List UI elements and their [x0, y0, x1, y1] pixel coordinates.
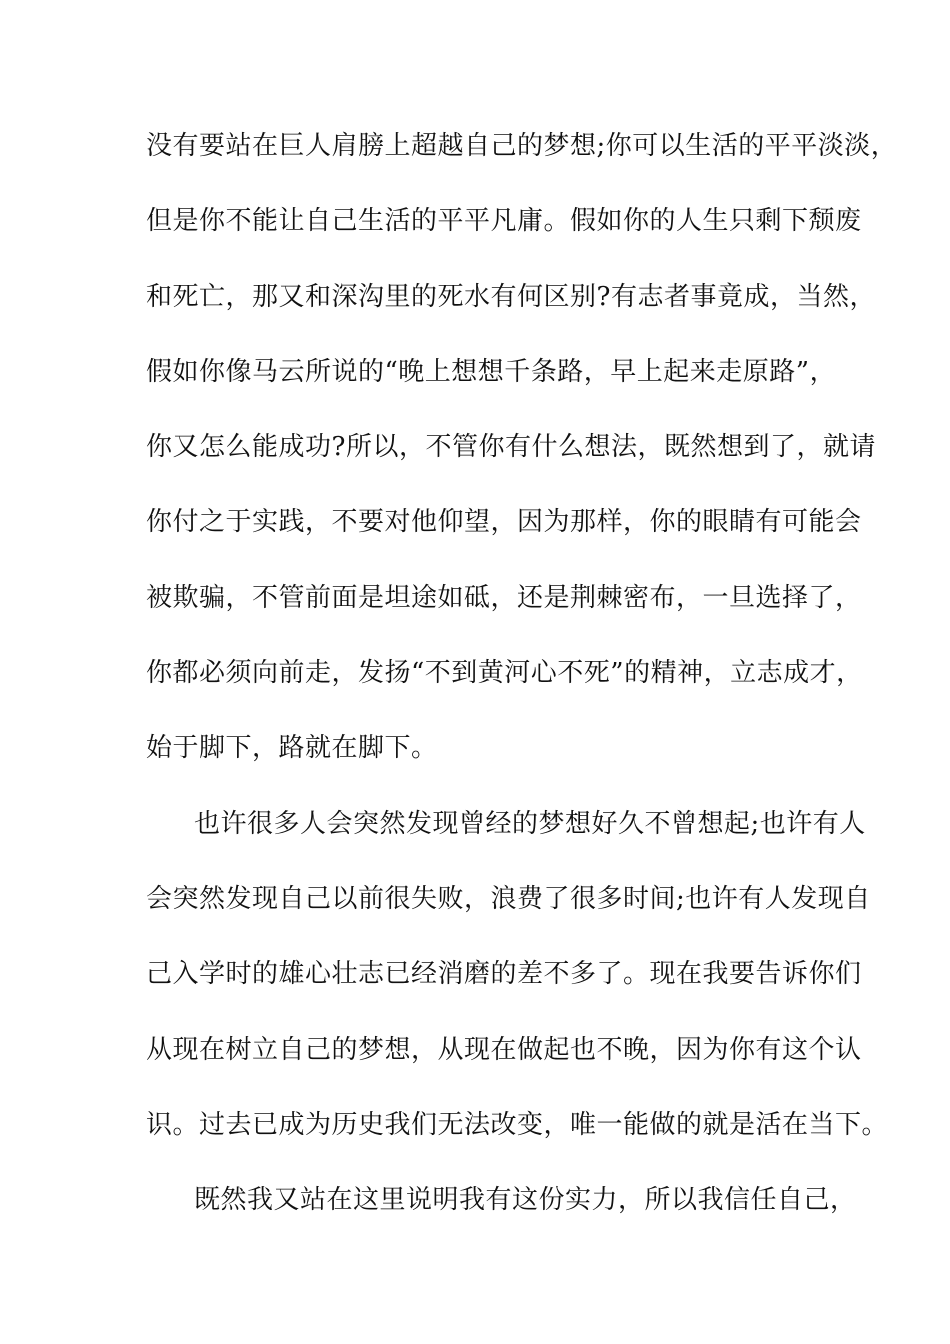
text-line: 但是你不能让自己生活的平平凡庸。假如你的人生只剩下颓废 — [146, 206, 862, 237]
text-line: 和死亡，那又和深沟里的死水有何区别?有志者事竟成，当然， — [146, 281, 876, 312]
text-line: 假如你像马云所说的“晚上想想千条路，早上起来走原路”， — [146, 356, 837, 387]
paragraph-start-line: 既然我又站在这里说明我有这份实力，所以我信任自己， — [194, 1185, 857, 1216]
text-line: 你付之于实践，不要对他仰望，因为那样，你的眼睛有可能会 — [146, 507, 862, 538]
text-line: 己入学时的雄心壮志已经消磨的差不多了。现在我要告诉你们 — [146, 959, 862, 990]
body-text — [146, 126, 898, 1255]
text-line: 被欺骗，不管前面是坦途如砥，还是荆棘密布，一旦选择了， — [146, 582, 862, 613]
text-line: 没有要站在巨人肩膀上超越自己的梦想;你可以生活的平平淡淡， — [146, 131, 898, 161]
paragraph-start-line: 也许很多人会突然发现曾经的梦想好久不曾想起;也许有人 — [194, 808, 866, 839]
text-line: 识。过去已成为历史我们无法改变，唯一能做的就是活在当下。 — [146, 1109, 889, 1140]
text-line: 始于脚下，路就在脚下。 — [146, 733, 438, 764]
text-line: 会突然发现自己以前很失败，浪费了很多时间;也许有人发现自 — [146, 883, 871, 914]
text-line: 你又怎么能成功?所以，不管你有什么想法，既然想到了，就请 — [146, 432, 876, 463]
text-line: 从现在树立自己的梦想，从现在做起也不晚，因为你有这个认 — [146, 1034, 862, 1065]
text-line: 你都必须向前走，发扬“不到黄河心不死”的精神，立志成才， — [146, 658, 863, 689]
